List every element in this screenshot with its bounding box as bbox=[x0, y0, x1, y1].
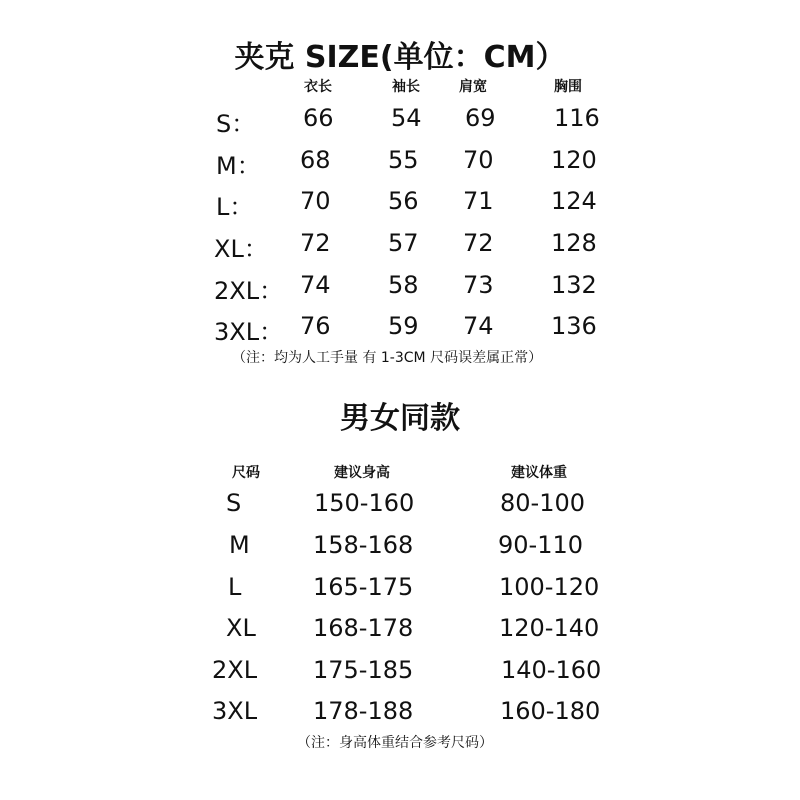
unisex-row-height: 158-168 bbox=[313, 531, 414, 559]
unisex-row-size: 2XL bbox=[212, 656, 258, 684]
unisex-row-size: XL bbox=[226, 614, 256, 642]
unisex-row-weight: 140-160 bbox=[501, 656, 602, 684]
jacket-row-size: XL： bbox=[214, 235, 268, 263]
jacket-row-shoulder: 69 bbox=[465, 104, 496, 132]
jacket-row-shoulder: 70 bbox=[463, 146, 494, 174]
jacket-row-sleeve: 57 bbox=[388, 229, 419, 257]
jacket-row-sleeve: 56 bbox=[388, 187, 419, 215]
jacket-row-shoulder: 72 bbox=[463, 229, 494, 257]
jacket-row-sleeve: 55 bbox=[388, 146, 419, 174]
header-size: 尺码 bbox=[232, 465, 260, 481]
jacket-row-length: 76 bbox=[300, 312, 331, 340]
jacket-row-shoulder: 73 bbox=[463, 271, 494, 299]
header-weight: 建议体重 bbox=[511, 465, 567, 481]
jacket-row-length: 70 bbox=[300, 187, 331, 215]
unisex-row-height: 175-185 bbox=[313, 656, 414, 684]
unisex-row-height: 168-178 bbox=[313, 614, 414, 642]
unisex-row-weight: 160-180 bbox=[500, 697, 601, 725]
jacket-row-chest: 132 bbox=[551, 271, 597, 299]
jacket-row-chest: 120 bbox=[551, 146, 597, 174]
jacket-size-title: 夹克 SIZE(单位：CM） bbox=[234, 40, 566, 75]
jacket-row-chest: 136 bbox=[551, 312, 597, 340]
unisex-title: 男女同款 bbox=[340, 401, 460, 436]
jacket-row-sleeve: 54 bbox=[391, 104, 422, 132]
unisex-row-height: 178-188 bbox=[313, 697, 414, 725]
jacket-row-sleeve: 58 bbox=[388, 271, 419, 299]
jacket-row-shoulder: 71 bbox=[463, 187, 494, 215]
unisex-row-weight: 100-120 bbox=[499, 573, 600, 601]
header-height: 建议身高 bbox=[334, 465, 390, 481]
unisex-row-weight: 80-100 bbox=[500, 489, 586, 517]
jacket-row-length: 74 bbox=[300, 271, 331, 299]
header-length: 衣长 bbox=[304, 79, 332, 95]
jacket-row-length: 68 bbox=[300, 146, 331, 174]
unisex-row-weight: 120-140 bbox=[499, 614, 600, 642]
jacket-row-size: 3XL： bbox=[214, 318, 284, 346]
jacket-row-chest: 124 bbox=[551, 187, 597, 215]
header-shoulder: 肩宽 bbox=[459, 79, 487, 95]
unisex-row-size: 3XL bbox=[212, 697, 258, 725]
unisex-row-weight: 90-110 bbox=[498, 531, 584, 559]
jacket-row-size: L： bbox=[216, 193, 254, 221]
jacket-row-shoulder: 74 bbox=[463, 312, 494, 340]
jacket-measurement-note: （注：均为人工手量 有 1-3CM 尺码误差属正常） bbox=[232, 350, 543, 366]
jacket-row-length: 66 bbox=[303, 104, 334, 132]
jacket-row-sleeve: 59 bbox=[388, 312, 419, 340]
unisex-size-note: （注：身高体重结合参考尺码） bbox=[297, 735, 493, 751]
jacket-row-size: M： bbox=[216, 152, 261, 180]
jacket-row-chest: 116 bbox=[554, 104, 600, 132]
header-sleeve: 袖长 bbox=[392, 79, 420, 95]
jacket-row-size: 2XL： bbox=[214, 277, 284, 305]
jacket-row-size: S： bbox=[216, 110, 256, 138]
jacket-row-chest: 128 bbox=[551, 229, 597, 257]
unisex-row-height: 165-175 bbox=[313, 573, 414, 601]
unisex-row-height: 150-160 bbox=[314, 489, 415, 517]
unisex-row-size: S bbox=[226, 489, 242, 517]
jacket-row-length: 72 bbox=[300, 229, 331, 257]
unisex-row-size: M bbox=[229, 531, 250, 559]
header-chest: 胸围 bbox=[554, 79, 582, 95]
unisex-row-size: L bbox=[228, 573, 242, 601]
